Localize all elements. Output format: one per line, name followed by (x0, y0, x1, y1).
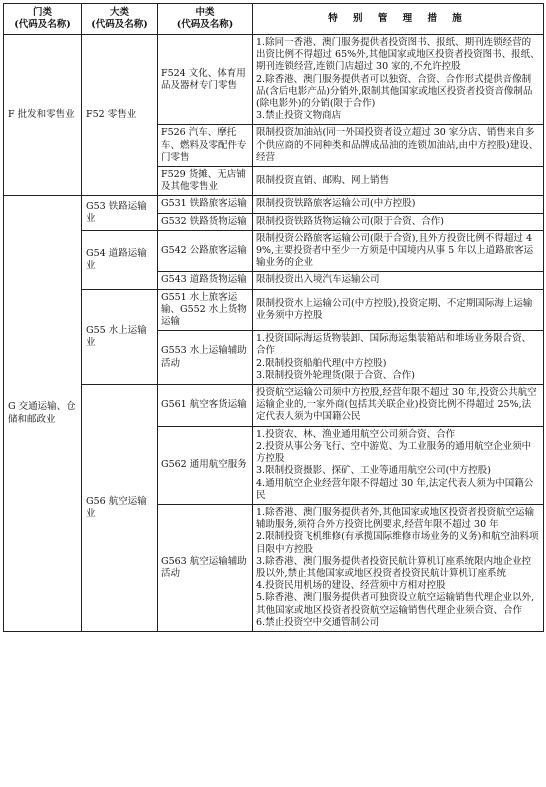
header-special-measures: 特 别 管 理 措 施 (253, 4, 544, 35)
major-g55: G55 水上运输业 (82, 289, 158, 384)
measures-f524 (253, 35, 544, 125)
table-row (4, 289, 544, 331)
header-mid-class: 中类 (代码及名称) (158, 4, 253, 35)
header-major-class: 大类 (代码及名称) (82, 4, 158, 35)
measures-f529: 限制投资直销、邮购、网上销售 (253, 167, 544, 196)
measure-item: 6.禁止投资空中交通管制公司 (256, 616, 380, 628)
major-f52: F52 零售业 (82, 35, 158, 196)
measure-item: 1.投资农、林、渔业通用航空公司须合资、合作 (256, 428, 456, 440)
table-header-row (4, 4, 544, 35)
mid-f526: F526 汽车、摩托车、燃料及零配件专门零售 (158, 125, 253, 167)
mid-g542: G542 公路旅客运输 (158, 230, 253, 272)
measure-item: 1.除香港、澳门服务提供者外,其他国家或地区投资者投资航空运输辅助服务,须符合外方投资比例要求,经营年限不超过 30 年 (256, 506, 535, 531)
measure-item: 2.除香港、澳门服务提供者可以独资、合资、合作形式提供音像制品(含后电影产品)分销外,限制其他国家或地区投资者投资音像制品(除电影外)的分销(限于合作) (256, 73, 533, 110)
measure-item: 4.投资民用机场的建设、经营须中方相对控股 (256, 580, 446, 592)
table-row (4, 230, 544, 272)
mid-g553: G553 水上运输辅助活动 (158, 331, 253, 385)
measure-item: 5.除香港、澳门服务提供者可独资设立航空运输销售代理企业以外,其他国家或地区投资者投资航空运输销售代理企业须合资、合作 (256, 592, 535, 616)
measures-g532: 限制投资铁路货物运输公司(限于合资、合作) (253, 213, 544, 230)
mid-g563: G563 航空运输辅助活动 (158, 504, 253, 631)
major-g56: G56 航空运输业 (82, 385, 158, 632)
table-row (4, 35, 544, 125)
measure-item: 3.除香港、澳门服务提供者投资民航计算机订座系统限内地企业控股以外,禁止其他国家或地区投资者投资民航计算机订座系统 (256, 555, 532, 579)
measures-f526: 限制投资加油站(同一外国投资者设立超过 30 家分店、销售来自多个供应商的不同种类和品牌成品油的连锁加油站,由中方控股)建设、经营 (253, 125, 544, 167)
mid-f524: F524 文化、体育用品及器材专门零售 (158, 35, 253, 125)
measure-item: 1.投资国际海运货物装卸、国际海运集装箱站和堆场业务限合资、合作 (256, 333, 532, 357)
table-row (4, 196, 544, 213)
measure-item: 2.限制投资船舶代理(中方控股) (256, 357, 387, 369)
measure-item: 1.除同一香港、澳门服务提供者投资图书、报纸、期刊连锁经营的出资比例不得超过 65%外,其他国家或地区投资者投资图书、报纸、期刊连锁经营,连锁门店超过 30 家的,不允许控股 (256, 37, 540, 73)
measure-item: 3.限制投资摄影、探矿、工业等通用航空公司(中方控股) (256, 465, 491, 477)
mid-g532: G532 铁路货物运输 (158, 213, 253, 230)
measure-item: 3.限制投资外轮理货(限于合资、合作) (256, 369, 415, 381)
measures-g551: 限制投资水上运输公司(中方控股),投资定期、不定期国际海上运输业务须中方控股 (253, 289, 544, 331)
major-g53: G53 铁路运输业 (82, 196, 158, 230)
mid-g543: G543 道路货物运输 (158, 272, 253, 289)
measures-g562 (253, 426, 544, 504)
measures-g553 (253, 331, 544, 385)
measures-g561: 投资航空运输公司须中方控股,经营年限不超过 30 年,投资公共航空运输企业的,一家外商(包括其关联企业)投资比例不得超过 25%,法定代表人须为中国籍公民 (253, 385, 544, 427)
measure-item: 2.限制投资飞机维修(有承揽国际维修市场业务的义务)和航空油料项目限中方控股 (256, 531, 539, 555)
major-g54: G54 道路运输业 (82, 230, 158, 289)
measure-item: 2.投资从事公务飞行、空中游览、为工业服务的通用航空企业须中方控股 (256, 440, 532, 465)
measures-g542: 限制投资公路旅客运输公司(限于合资),且外方投资比例不得超过 49%,主要投资者中至少一方须是中国境内从事 5 年以上道路旅客运输业务的企业 (253, 230, 544, 272)
header-category: 门类 (代码及名称) (4, 4, 82, 35)
table-row (4, 385, 544, 427)
measures-g543: 限制投资出入境汽车运输公司 (253, 272, 544, 289)
measures-g531: 限制投资铁路旅客运输公司(中方控股) (253, 196, 544, 213)
category-f: F 批发和零售业 (4, 35, 82, 196)
mid-g551: G551 水上旅客运输、G552 水上货物运输 (158, 289, 253, 331)
mid-g562: G562 通用航空服务 (158, 426, 253, 504)
special-measures-table (3, 3, 544, 632)
measures-g563 (253, 504, 544, 631)
mid-g561: G561 航空客货运输 (158, 385, 253, 427)
mid-f529: F529 货摊、无店铺及其他零售业 (158, 167, 253, 196)
measure-item: 4.通用航空企业经营年限不得超过 30 年,法定代表人须为中国籍公民 (256, 477, 534, 501)
measure-item: 3.禁止投资文物商店 (256, 110, 342, 122)
category-g: G 交通运输、仓储和邮政业 (4, 196, 82, 632)
mid-g531: G531 铁路旅客运输 (158, 196, 253, 213)
